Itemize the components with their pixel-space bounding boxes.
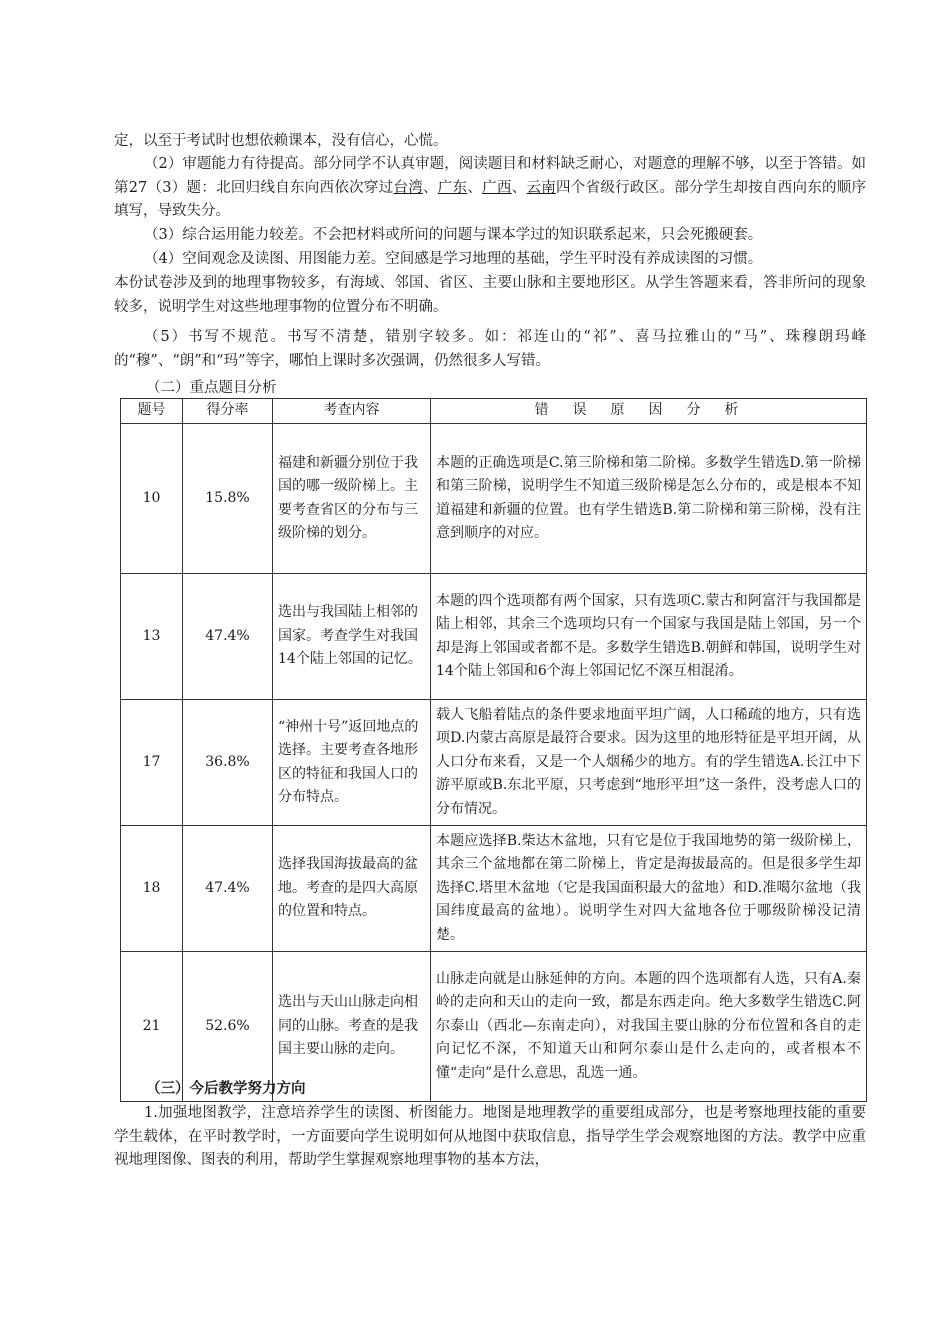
separator: 、 <box>467 179 483 196</box>
table-row <box>121 574 867 700</box>
separator: 、 <box>511 179 527 196</box>
underlined-guangxi: 广西 <box>482 179 512 196</box>
cell-reason: 载人飞船着陆点的条件要求地面平坦广阔，人口稀疏的地方，只有选项D.内蒙古高原是最符合要求。因为这里的地形特征是平坦开阔，从人口分布来看，又是一个人烟稀少的地方。有的学生错选A.长江中下游平原或B.东北平原，只考虑到“地形平坦”这一条件，没考虑人口的分布情况。 <box>431 700 867 826</box>
analysis-table <box>120 398 867 1102</box>
table-row <box>121 826 867 952</box>
cell-reason: 山脉走向就是山脉延伸的方向。本题的四个选项都有人选，只有A.秦岭的走向和天山的走向一致，都是东西走向。绝大多数学生错选C.阿尔泰山（西北—东南走向），对我国主要山脉的分布位置和各自的走向记忆不深，不知道天山和阿尔泰山是什么走向的，或者根本不懂“走向”是什么意思，乱选一通。 <box>431 952 867 1102</box>
header-content: 考查内容 <box>273 399 431 424</box>
paragraph-point-5: （5）书写不规范。书写不清楚，错别字较多。如：祁连山的“祁”、喜马拉雅山的“马”、珠穆朗玛峰的“穆”、“朗”和“玛”等字，哪怕上课时多次强调，仍然很多人写错。 <box>114 329 866 369</box>
table-row <box>121 424 867 574</box>
cell-content: 选出与我国陆上相邻的国家。考查学生对我国14个陆上邻国的记忆。 <box>273 574 431 700</box>
table-row <box>121 700 867 826</box>
paragraph-teaching-direction-1: 1.加强地图教学，注意培养学生的读图、析图能力。地图是地理教学的重要组成部分，也是考察地理技能的重要学生载体，在平时教学时，一方面要向学生说明如何从地图中获取信息，指导学生学会观察地图的方法。教学中应重视地理图像、图表的利用，帮助学生掌握观察地理事物的基本方法， <box>114 1105 866 1168</box>
cell-number: 10 <box>121 424 183 574</box>
cell-content: 选出与天山山脉走向相同的山脉。考查的是我国主要山脉的走向。 <box>273 952 431 1102</box>
underlined-yunnan: 云南 <box>526 179 557 196</box>
paragraph-point-4-rest: 本份试卷涉及到的地理事物较多，有海域、邻国、省区、主要山脉和主要地形区。从学生答题来看，答非所问的现象较多，说明学生对这些地理事物的位置分布不明确。 <box>114 275 866 315</box>
paragraph-continuation: 定，以至于考试时也想依赖课本，没有信心，心慌。 <box>114 133 448 149</box>
cell-number: 18 <box>121 826 183 952</box>
cell-rate: 47.4% <box>183 574 273 700</box>
header-question-number: 题号 <box>121 399 183 424</box>
header-error-analysis: 错误原因分析 <box>431 399 867 424</box>
point-2-text-a: （2）审题能力有待提高。部分同学不认真审题，阅读题目和材料缺乏耐心，对题意的理解不够，以至于答错。如第27（3）题：北回归线自东向西依次穿过 <box>114 156 866 196</box>
section-2-title: （二）重点题目分析 <box>146 380 277 396</box>
paragraph-point-2 <box>114 153 866 224</box>
paragraph-point-4-line1: （4）空间观念及读图、用图能力差。空间感是学习地理的基础，学生平时没有养成读图的习惯。 <box>144 251 763 267</box>
cell-number: 21 <box>121 952 183 1102</box>
separator: 、 <box>423 179 438 196</box>
point-2-text-b: 四个省级行政区。部分学生却按自西向东的顺序填写，导致失分。 <box>114 179 867 219</box>
cell-number: 17 <box>121 700 183 826</box>
table-header-row <box>121 399 867 424</box>
cell-reason: 本题的正确选项是C.第三阶梯和第二阶梯。多数学生错选D.第一阶梯和第三阶梯，说明学生不知道三级阶梯是怎么分布的，或是根本不知道福建和新疆的位置。也有学生错选B.第二阶梯和第三阶梯，没有注意到顺序的对应。 <box>431 424 867 574</box>
cell-rate: 15.8% <box>183 424 273 574</box>
cell-number: 13 <box>121 574 183 700</box>
cell-content: 福建和新疆分别位于我国的哪一级阶梯上。主要考查省区的分布与三级阶梯的划分。 <box>273 424 431 574</box>
cell-reason: 本题的四个选项都有两个国家，只有选项C.蒙古和阿富汗与我国都是陆上相邻，其余三个选项均只有一个国家与我国是陆上邻国，另一个却是海上邻国或者都不是。多数学生错选B.朝鲜和韩国，说明学生对14个陆上邻国和6个海上邻国记忆不深互相混淆。 <box>431 574 867 700</box>
underlined-taiwan: 台湾 <box>393 179 423 196</box>
cell-rate: 47.4% <box>183 826 273 952</box>
cell-content: 选择我国海拔最高的盆地。考查的是四大高原的位置和特点。 <box>273 826 431 952</box>
section-3-title: （三）今后教学努力方向 <box>146 1080 306 1097</box>
cell-rate: 52.6% <box>183 952 273 1102</box>
paragraph-point-3: （3）综合运用能力较差。不会把材料或所问的问题与课本学过的知识联系起来，只会死搬硬套。 <box>144 227 763 243</box>
cell-reason: 本题应选择B.柴达木盆地，只有它是位于我国地势的第一级阶梯上，其余三个盆地都在第二阶梯上，肯定是海拔最高的。但是很多学生却选择C.塔里木盆地（它是我国面积最大的盆地）和D.准噶尔盆地（我国纬度最高的盆地）。说明学生对四大盆地各位于哪级阶梯没记清楚。 <box>431 826 867 952</box>
header-score-rate: 得分率 <box>183 399 273 424</box>
cell-rate: 36.8% <box>183 700 273 826</box>
underlined-guangdong: 广东 <box>437 179 468 196</box>
cell-content: “神州十号”返回地点的选择。主要考查各地形区的特征和我国人口的分布特点。 <box>273 700 431 826</box>
